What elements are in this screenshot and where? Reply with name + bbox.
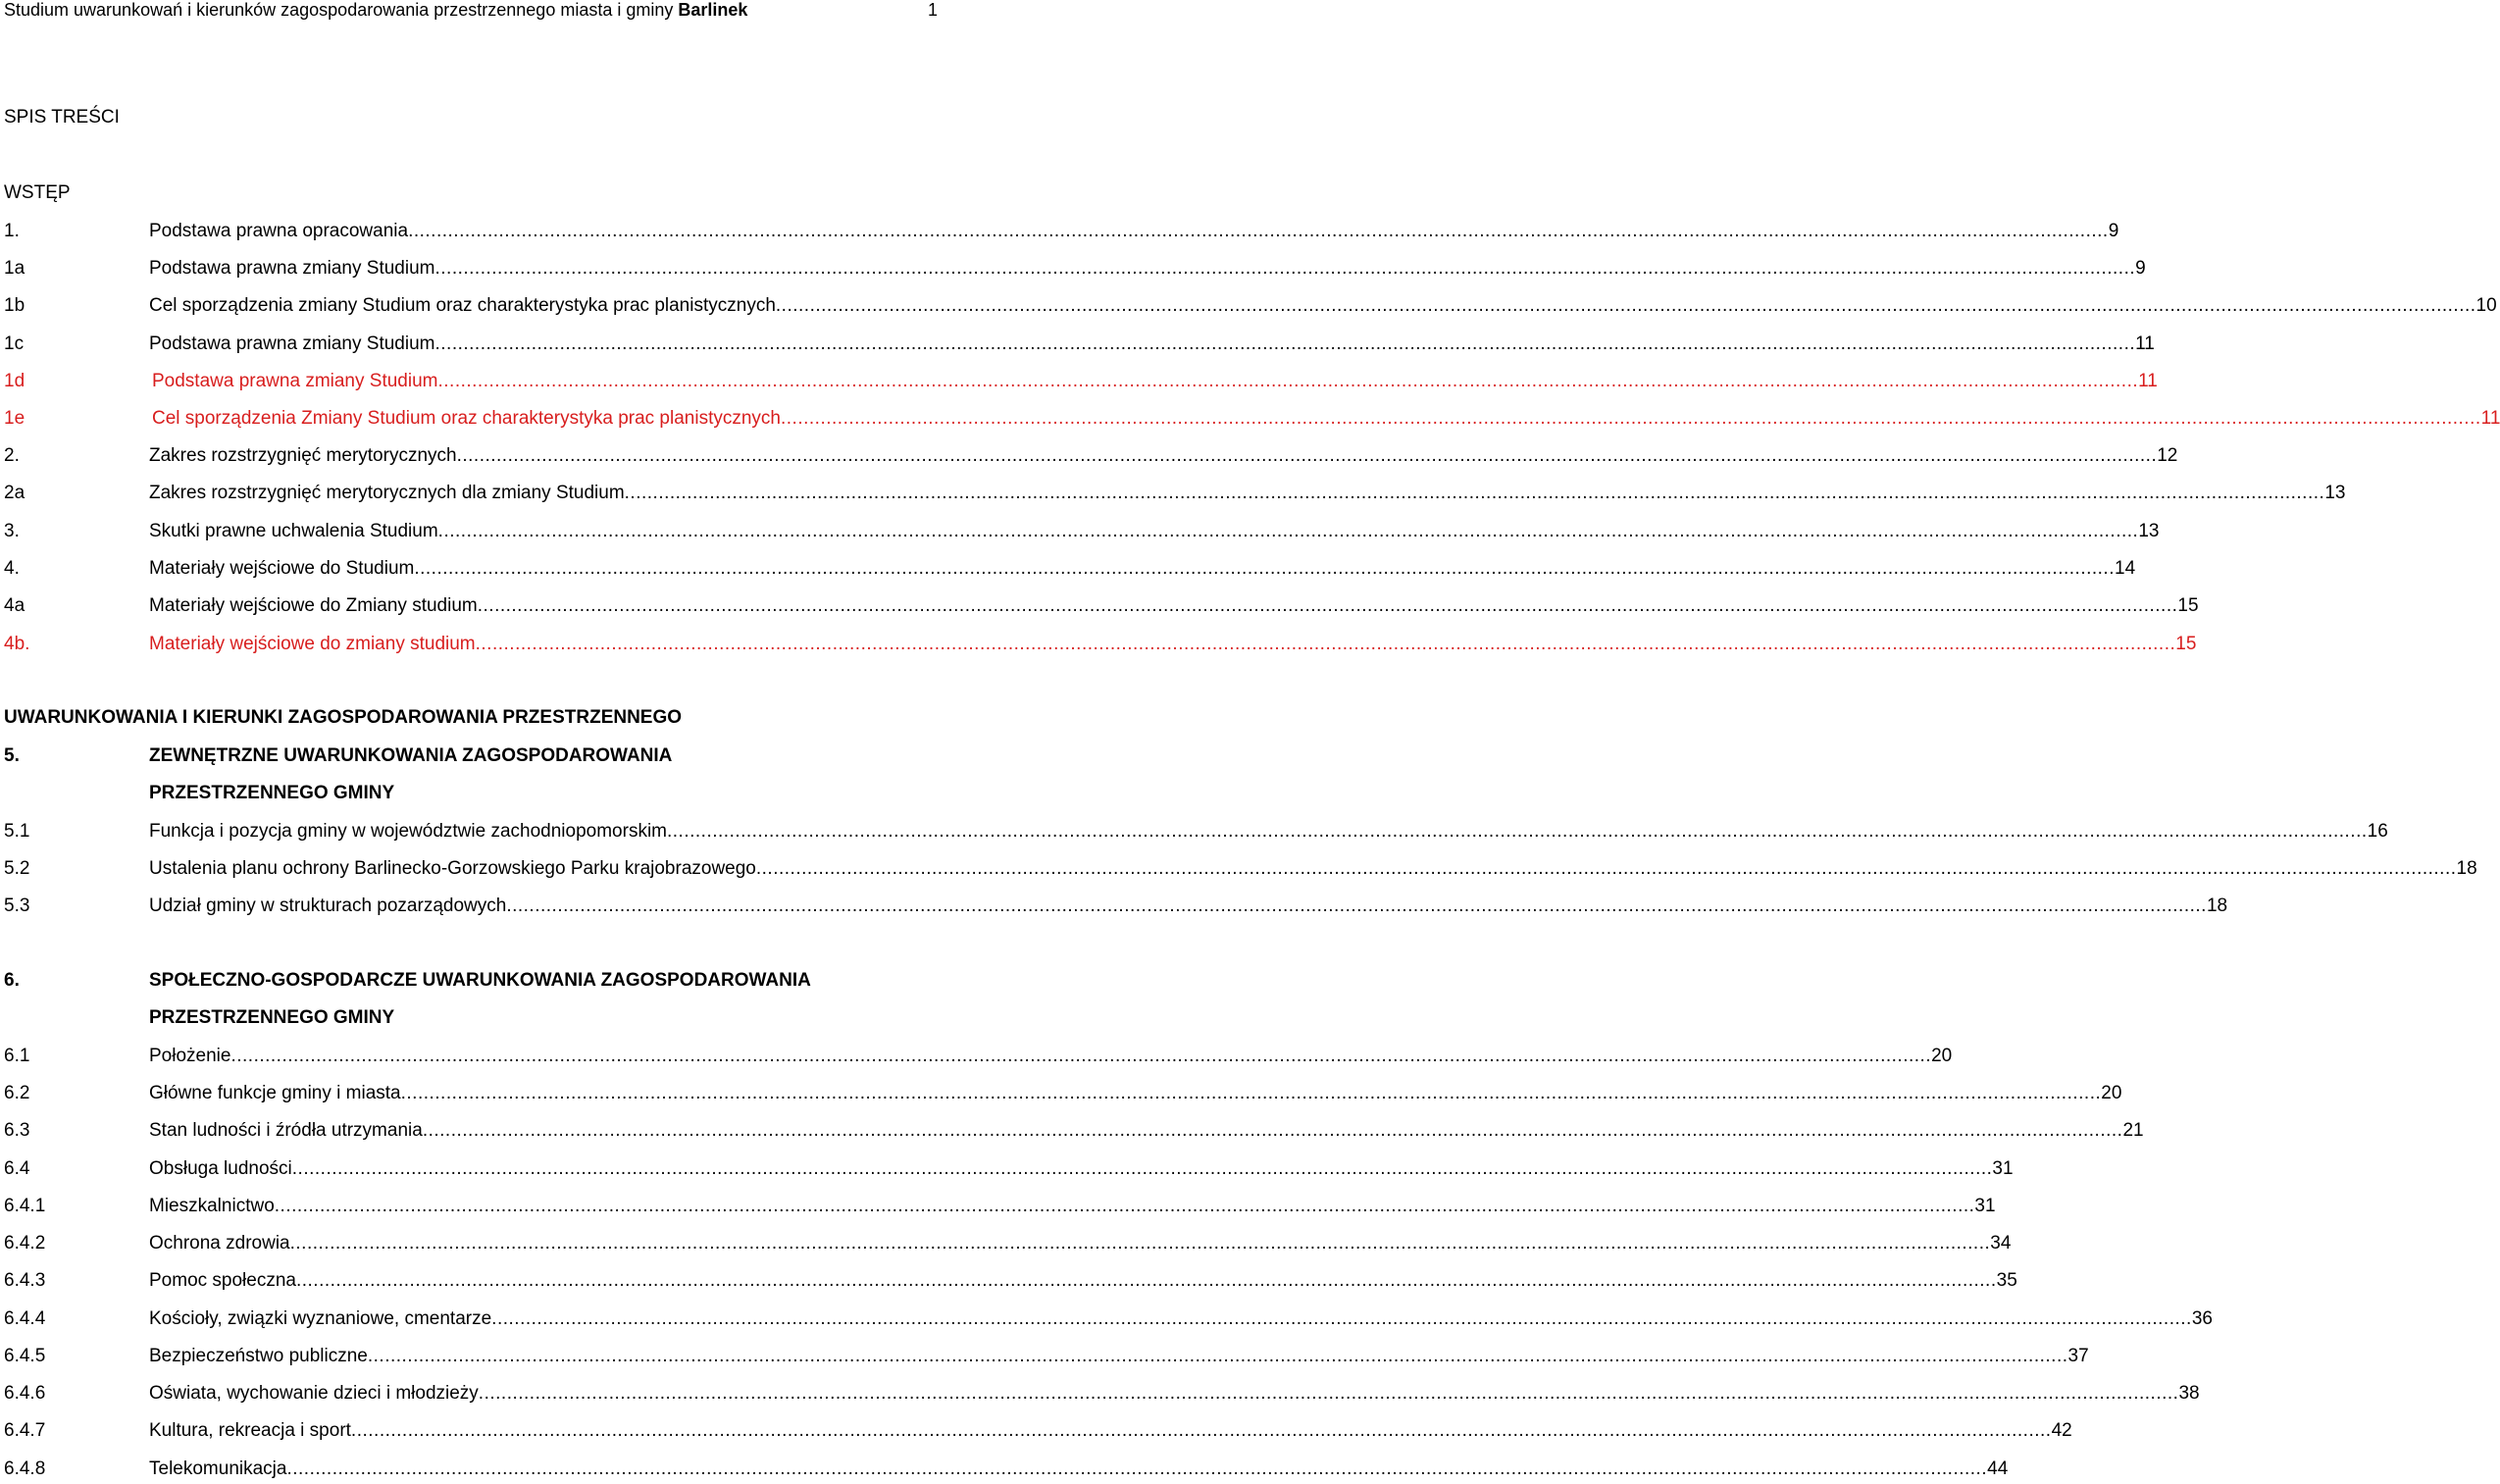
- toc-entry-number: 5.3: [4, 896, 30, 916]
- toc-entry-page: 31: [1974, 1196, 1996, 1216]
- toc-entry-page: 15: [2177, 595, 2199, 616]
- toc-dot-leader: ............................................................................................................................................................................................................................................................................................................: [414, 558, 2115, 579]
- toc-dot-leader: ............................................................................................................................................................................................................................................................................................................: [478, 1383, 2179, 1404]
- toc-dot-leader: ............................................................................................................................................................................................................................................................................................................: [408, 221, 2109, 241]
- toc-entry-title: Skutki prawne uchwalenia Studium: [149, 521, 438, 541]
- toc-dot-leader: ............................................................................................................................................................................................................................................................................................................: [286, 1458, 1988, 1479]
- toc-entry-title: Telekomunikacja: [149, 1458, 287, 1479]
- toc-entry-title: Mieszkalnictwo: [149, 1196, 275, 1216]
- toc-dot-leader: ............................................................................................................................................................................................................................................................................................................: [506, 896, 2207, 916]
- toc-entry-page: 18: [2206, 896, 2228, 916]
- toc-dot-leader: ............................................................................................................................................................................................................................................................................................................: [491, 1308, 2192, 1329]
- toc-entry-number: 6.2: [4, 1083, 30, 1103]
- toc-entry-number: 4.: [4, 558, 20, 579]
- toc-entry-page: 37: [2067, 1346, 2089, 1366]
- toc-entry[interactable]: [4, 858, 2477, 880]
- part-heading: UWARUNKOWANIA I KIERUNKI ZAGOSPODAROWANIA PRZESTRZENNEGO: [4, 707, 683, 728]
- toc-dot-leader: ............................................................................................................................................................................................................................................................................................................: [434, 258, 2136, 279]
- toc-entry-number: 6.4.2: [4, 1233, 46, 1254]
- section-5-number: 5.: [4, 745, 20, 766]
- toc-entry-number: 6.4.5: [4, 1346, 46, 1366]
- section-5-title-line2: PRZESTRZENNEGO GMINY: [149, 783, 395, 803]
- toc-entry-number: 1c: [4, 333, 25, 354]
- toc-entry-page: 14: [2115, 558, 2136, 579]
- toc-entry[interactable]: [4, 1233, 2012, 1254]
- toc-dot-leader: ............................................................................................................................................................................................................................................................................................................: [667, 821, 2368, 842]
- toc-entry-number: 4a: [4, 595, 26, 616]
- page-number: 1: [927, 0, 938, 20]
- toc-entry-page: 44: [1987, 1458, 2009, 1479]
- toc-entry[interactable]: [4, 221, 2119, 242]
- toc-entry-title: Udział gminy w strukturach pozarządowych: [149, 896, 507, 916]
- toc-dot-leader: ............................................................................................................................................................................................................................................................................................................: [295, 1270, 1997, 1291]
- toc-entry-number: 1a: [4, 258, 26, 279]
- toc-entry-page: 16: [2367, 821, 2388, 842]
- toc-entry[interactable]: [4, 1346, 2089, 1367]
- toc-dot-leader: ............................................................................................................................................................................................................................................................................................................: [434, 333, 2136, 354]
- toc-entry-title: Cel sporządzenia zmiany Studium oraz charakterystyka prac planistycznych: [149, 295, 776, 316]
- toc-entry-page: 9: [2108, 221, 2119, 241]
- toc-entry-number: 6.4.7: [4, 1420, 46, 1441]
- toc-entry[interactable]: [4, 258, 2146, 280]
- toc-entry-page: 34: [1990, 1233, 2012, 1254]
- toc-entry-title: Obsługa ludności: [149, 1158, 292, 1179]
- toc-entry-number: 5.2: [4, 858, 30, 879]
- toc-dot-leader: ............................................................................................................................................................................................................................................................................................................: [437, 521, 2139, 541]
- header-text: Studium uwarunkowań i kierunków zagospodarowania przestrzennego miasta i gminy: [4, 0, 679, 20]
- section-5-title-line1: ZEWNĘTRZNE UWARUNKOWANIA ZAGOSPODAROWANIA: [149, 745, 673, 766]
- toc-entry-page: 31: [1992, 1158, 2014, 1179]
- toc-entry[interactable]: [4, 896, 2228, 917]
- toc-dot-leader: ............................................................................................................................................................................................................................................................................................................: [350, 1420, 2052, 1441]
- toc-entry-number: 1d: [4, 371, 26, 391]
- toc-entry-title: Podstawa prawna zmiany Studium: [152, 371, 438, 391]
- toc-entry-number: 1b: [4, 295, 26, 316]
- toc-entry-number: 6.4.3: [4, 1270, 46, 1291]
- toc-entry-title: Położenie: [149, 1046, 231, 1066]
- toc-entry-number: 6.4.8: [4, 1458, 46, 1479]
- toc-entry-page: 35: [1996, 1270, 2017, 1291]
- toc-entry-page: 11: [2480, 408, 2500, 429]
- toc-entry-number: 6.4: [4, 1158, 30, 1179]
- toc-entry-number: 6.1: [4, 1046, 30, 1066]
- toc-entry[interactable]: [4, 634, 2197, 655]
- toc-dot-leader: ............................................................................................................................................................................................................................................................................................................: [422, 1120, 2123, 1141]
- toc-entry-page: 12: [2157, 445, 2178, 466]
- toc-entry-title: Materiały wejściowe do zmiany studium: [149, 634, 476, 654]
- toc-entry-page: 11: [2138, 371, 2158, 391]
- toc-entry-title: Kościoły, związki wyznaniowe, cmentarze: [149, 1308, 492, 1329]
- toc-entry[interactable]: [4, 1158, 2014, 1180]
- toc-dot-leader: ............................................................................................................................................................................................................................................................................................................: [291, 1158, 1993, 1179]
- toc-entry-title: Pomoc społeczna: [149, 1270, 296, 1291]
- toc-entry[interactable]: [4, 371, 2158, 392]
- toc-dot-leader: ............................................................................................................................................................................................................................................................................................................: [775, 295, 2476, 316]
- section-6-title-line2: PRZESTRZENNEGO GMINY: [149, 1007, 395, 1028]
- header-brand: Barlinek: [678, 0, 748, 20]
- toc-entry-number: 1.: [4, 221, 20, 241]
- toc-dot-leader: ............................................................................................................................................................................................................................................................................................................: [437, 371, 2139, 391]
- toc-entry-page: 20: [1931, 1046, 1953, 1066]
- toc-entry-page: 38: [2178, 1383, 2200, 1404]
- toc-dot-leader: ............................................................................................................................................................................................................................................................................................................: [475, 634, 2176, 654]
- toc-entry-page: 13: [2324, 483, 2346, 503]
- toc-entry-page: 10: [2475, 295, 2497, 316]
- toc-entry-number: 6.4.6: [4, 1383, 46, 1404]
- toc-entry-title: Podstawa prawna zmiany Studium: [149, 333, 435, 354]
- toc-dot-leader: ............................................................................................................................................................................................................................................................................................................: [400, 1083, 2102, 1103]
- toc-entry-page: 36: [2191, 1308, 2213, 1329]
- toc-entry[interactable]: [4, 1383, 2200, 1405]
- toc-entry-title: Funkcja i pozycja gminy w województwie zachodniopomorskim: [149, 821, 667, 842]
- toc-dot-leader: ............................................................................................................................................................................................................................................................................................................: [755, 858, 2457, 879]
- toc-dot-leader: ............................................................................................................................................................................................................................................................................................................: [456, 445, 2158, 466]
- toc-entry[interactable]: [4, 1046, 1953, 1067]
- toc-entry-title: Materiały wejściowe do Zmiany studium: [149, 595, 478, 616]
- toc-entry[interactable]: [4, 1083, 2122, 1104]
- toc-entry-title: Zakres rozstrzygnięć merytorycznych: [149, 445, 457, 466]
- toc-entry-number: 5.1: [4, 821, 30, 842]
- intro-heading: WSTĘP: [4, 182, 71, 203]
- toc-entry[interactable]: [4, 521, 2160, 542]
- toc-entry-number: 3.: [4, 521, 20, 541]
- toc-entry[interactable]: [4, 595, 2199, 617]
- toc-entry[interactable]: [4, 445, 2178, 467]
- toc-entry-page: 13: [2138, 521, 2160, 541]
- toc-entry-title: Oświata, wychowanie dzieci i młodzieży: [149, 1383, 479, 1404]
- toc-entry-title: Podstawa prawna zmiany Studium: [149, 258, 435, 279]
- toc-entry-number: 4b.: [4, 634, 30, 654]
- toc-entry-title: Ochrona zdrowia: [149, 1233, 290, 1254]
- toc-entry-page: 11: [2135, 333, 2155, 354]
- section-6-number: 6.: [4, 970, 20, 991]
- toc-dot-leader: ............................................................................................................................................................................................................................................................................................................: [274, 1196, 1975, 1216]
- toc-entry-number: 6.3: [4, 1120, 30, 1141]
- toc-entry-page: 15: [2175, 634, 2197, 654]
- toc-entry[interactable]: [4, 558, 2136, 580]
- toc-dot-leader: ............................................................................................................................................................................................................................................................................................................: [781, 408, 2481, 429]
- toc-entry-title: Cel sporządzenia Zmiany Studium oraz charakterystyka prac planistycznych: [152, 408, 781, 429]
- toc-entry-page: 18: [2456, 858, 2477, 879]
- toc-entry[interactable]: [4, 821, 2388, 843]
- toc-entry-page: 42: [2051, 1420, 2072, 1441]
- toc-entry[interactable]: [4, 1120, 2144, 1142]
- toc-entry-title: Materiały wejściowe do Studium: [149, 558, 415, 579]
- toc-entry[interactable]: [4, 1420, 2072, 1442]
- toc-entry[interactable]: [4, 408, 2500, 430]
- toc-entry-page: 20: [2101, 1083, 2122, 1103]
- toc-title: SPIS TREŚCI: [4, 107, 120, 128]
- toc-entry-title: Stan ludności i źródła utrzymania: [149, 1120, 423, 1141]
- toc-entry-number: 6.4.4: [4, 1308, 46, 1329]
- page-header: [4, 0, 938, 20]
- toc-dot-leader: ............................................................................................................................................................................................................................................................................................................: [289, 1233, 1991, 1254]
- toc-entry-number: 6.4.1: [4, 1196, 46, 1216]
- toc-entry-title: Kultura, rekreacja i sport: [149, 1420, 351, 1441]
- toc-entry[interactable]: [4, 1308, 2213, 1330]
- toc-entry[interactable]: [4, 483, 2346, 504]
- toc-entry[interactable]: [4, 333, 2155, 355]
- toc-entry[interactable]: [4, 1196, 1996, 1217]
- toc-entry[interactable]: [4, 1270, 2017, 1292]
- toc-entry[interactable]: [4, 1458, 2009, 1480]
- toc-entry-number: 2.: [4, 445, 20, 466]
- toc-dot-leader: ............................................................................................................................................................................................................................................................................................................: [230, 1046, 1932, 1066]
- toc-dot-leader: ............................................................................................................................................................................................................................................................................................................: [624, 483, 2325, 503]
- toc-dot-leader: ............................................................................................................................................................................................................................................................................................................: [367, 1346, 2068, 1366]
- toc-entry-title: Podstawa prawna opracowania: [149, 221, 409, 241]
- toc-entry-number: 1e: [4, 408, 26, 429]
- toc-dot-leader: ............................................................................................................................................................................................................................................................................................................: [477, 595, 2178, 616]
- toc-entry-title: Główne funkcje gminy i miasta: [149, 1083, 401, 1103]
- toc-entry-title: Bezpieczeństwo publiczne: [149, 1346, 368, 1366]
- toc-entry[interactable]: [4, 295, 2497, 317]
- toc-entry-title: Zakres rozstrzygnięć merytorycznych dla zmiany Studium: [149, 483, 625, 503]
- toc-entry-page: 21: [2122, 1120, 2144, 1141]
- toc-entry-page: 9: [2135, 258, 2146, 279]
- toc-entry-title: Ustalenia planu ochrony Barlinecko-Gorzowskiego Parku krajobrazowego: [149, 858, 756, 879]
- section-6-title-line1: SPOŁECZNO-GOSPODARCZE UWARUNKOWANIA ZAGOSPODAROWANIA: [149, 970, 811, 991]
- toc-entry-number: 2a: [4, 483, 26, 503]
